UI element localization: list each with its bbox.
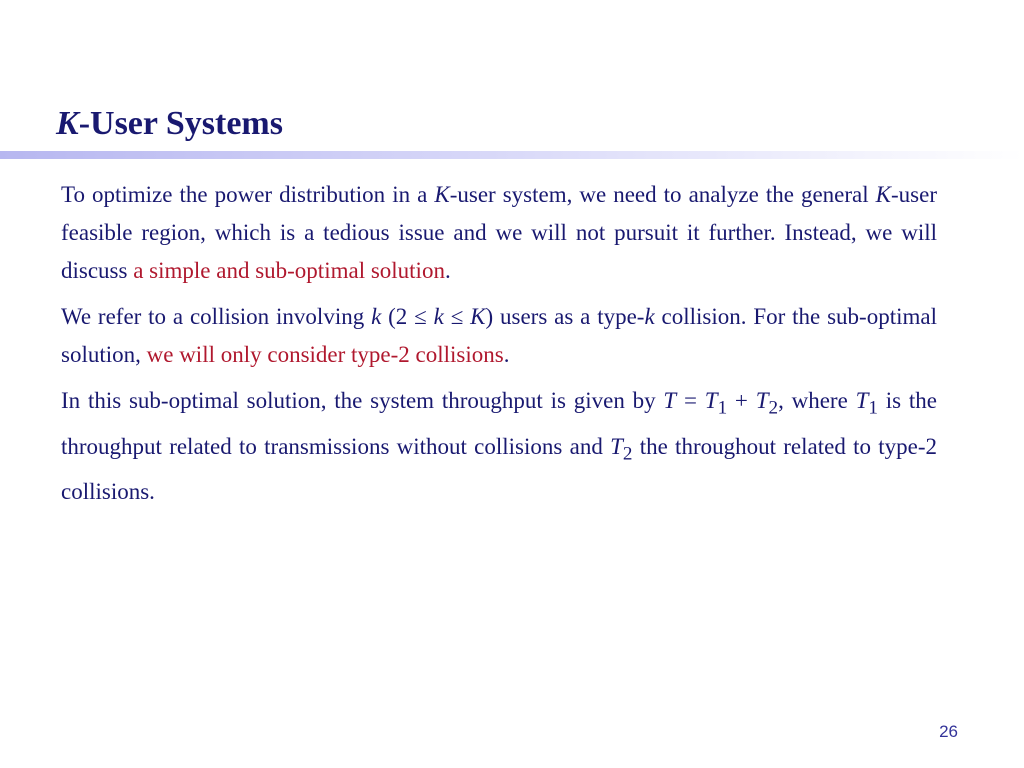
title-underline-rule (0, 151, 1024, 159)
math-var: k (644, 304, 655, 329)
text-run: To optimize the power distribution in a (61, 182, 435, 207)
text-run: the throughout related to type-2 collisions. (61, 433, 937, 505)
title-variable-k: K (56, 105, 79, 142)
title-text: -User Systems (78, 105, 283, 142)
text-run: ≤ (443, 304, 471, 329)
math-operator: = (676, 388, 705, 413)
math-var: T (663, 388, 677, 413)
text-run: ) users as a type- (485, 304, 645, 329)
math-var: T (755, 388, 769, 413)
text-run: . (503, 342, 510, 367)
math-var: k (371, 304, 382, 329)
text-run: In this sub-optimal solution, the system throughput is given by (61, 388, 664, 413)
math-var: K (434, 182, 450, 207)
highlighted-phrase: a simple and sub-optimal solution (133, 258, 445, 283)
text-run: -user feasible region, which is a tedious issue and we will not pursuit it further. Instead, we will discuss (61, 182, 937, 283)
math-var: k (433, 304, 444, 329)
paragraph-type-k-collision (61, 298, 937, 374)
highlighted-phrase: we will only consider type-2 collisions (146, 342, 504, 367)
math-var: K (470, 304, 486, 329)
math-subscript: 1 (717, 397, 728, 419)
text-run: -user system, we need to analyze the general (449, 182, 876, 207)
text-run: collision. For the sub-optimal solution, (61, 304, 937, 367)
text-run: We refer to a collision involving (61, 304, 372, 329)
text-run: is the throughput related to transmissions without collisions and (61, 388, 937, 459)
slide-body (61, 176, 937, 519)
text-run: , where (778, 388, 856, 413)
paragraph-throughput (61, 382, 937, 511)
math-subscript: 1 (868, 397, 878, 419)
math-subscript: 2 (622, 443, 633, 465)
math-var: T (610, 433, 623, 459)
slide-title (56, 104, 283, 145)
text-run: (2 ≤ (381, 304, 434, 329)
math-subscript: 2 (768, 397, 779, 419)
paragraph-power-distribution (61, 176, 937, 290)
math-var: T (855, 388, 869, 413)
math-var: K (875, 182, 892, 207)
math-var: T (704, 388, 718, 413)
text-run: . (444, 258, 451, 283)
math-operator: + (727, 388, 756, 413)
page-number: 26 (939, 722, 958, 741)
